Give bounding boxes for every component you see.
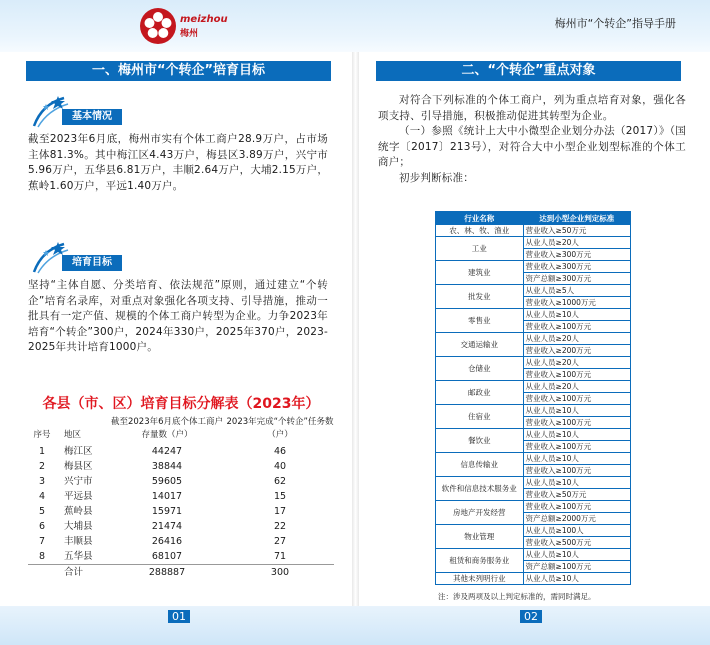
- criteria-row: [436, 501, 631, 513]
- table-row: [28, 534, 334, 549]
- top-header-band: [0, 0, 710, 52]
- row-no: 6: [38, 521, 46, 532]
- page-number-right: 02: [520, 610, 542, 623]
- criteria-value: 从业人员≥20人: [523, 237, 630, 249]
- criteria-row: [436, 429, 631, 441]
- criteria-row: [436, 405, 631, 417]
- criteria-row: [436, 477, 631, 489]
- handbook-title: 梅州市“个转企”指导手册: [554, 17, 676, 30]
- row-stock: 21474: [151, 521, 183, 532]
- criteria-row: [436, 309, 631, 321]
- criteria-value: 资产总额≥100万元: [523, 561, 630, 573]
- row-area: 丰顺县: [64, 536, 93, 547]
- section-title-left: 一、梅州市“个转企”培育目标: [26, 61, 331, 81]
- row-area: 梅县区: [64, 461, 93, 472]
- row-area: 兴宁市: [64, 476, 93, 487]
- table-total-row: [28, 565, 334, 581]
- industry-name: 仓储业: [436, 357, 524, 381]
- criteria-row: [436, 225, 631, 237]
- criteria-value: 营业收入≥100万元: [523, 393, 630, 405]
- target-breakdown-table: [28, 414, 334, 580]
- row-no: 8: [38, 551, 46, 562]
- industry-name: 租赁和商务服务业: [436, 549, 524, 573]
- criteria-value: 营业收入≥100万元: [523, 465, 630, 477]
- badge-basic-situation: [30, 94, 140, 128]
- table-row: [28, 444, 334, 459]
- logo-text-en: meizhou: [180, 14, 228, 25]
- criteria-row: [436, 549, 631, 561]
- badge-cultivation-goal: [30, 240, 140, 274]
- industry-name: 零售业: [436, 309, 524, 333]
- page-number-left: 01: [168, 610, 190, 623]
- criteria-value: 营业收入≥100万元: [523, 369, 630, 381]
- criteria-value: 资产总额≥300万元: [523, 273, 630, 285]
- row-no: 1: [38, 446, 46, 457]
- row-no: 2: [38, 461, 46, 472]
- row-stock: 15971: [151, 506, 183, 517]
- criteria-table-wrap: [435, 211, 631, 585]
- row-task: 22: [273, 521, 287, 532]
- criteria-row: [436, 357, 631, 369]
- industry-name: 信息传输业: [436, 453, 524, 477]
- industry-name: 住宿业: [436, 405, 524, 429]
- row-area: 蕉岭县: [64, 506, 93, 517]
- criteria-row: [436, 333, 631, 345]
- row-no: 4: [38, 491, 46, 502]
- total-label: 合计: [56, 565, 108, 581]
- cultivation-goal-paragraph: 坚持“主体自愿、分类培育、依法规范”原则，通过建立“个转企”培育名录库，对重点对象强化各项支持、引导措施，推动一批具有一定产值、规模的个体工商户转型为企业。力争2023年培育“个转企”300户，2024年330户，2025年370户，2023-2025年共计培育1000户。: [28, 279, 328, 353]
- criteria-value: 从业人员≥10人: [523, 429, 630, 441]
- row-no: 7: [38, 536, 46, 547]
- criteria-value: 营业收入≥1000万元: [523, 297, 630, 309]
- criteria-value: 营业收入≥100万元: [523, 321, 630, 333]
- criteria-value: 营业收入≥200万元: [523, 345, 630, 357]
- criteria-value: 营业收入≥300万元: [523, 249, 630, 261]
- criteria-value: 营业收入≥100万元: [523, 501, 630, 513]
- row-task: 71: [273, 551, 287, 562]
- header-area: 地区: [64, 430, 82, 440]
- criteria-value: 从业人员≥20人: [523, 357, 630, 369]
- table-row: [28, 519, 334, 534]
- row-task: 62: [273, 476, 287, 487]
- industry-name: 软件和信息技术服务业: [436, 477, 524, 501]
- key-targets-paragraph-1: 对符合下列标准的个体工商户，列为重点培育对象，强化各项支持、引导措施，积极推动促进其转型为企业。: [378, 94, 686, 122]
- table-row: [28, 474, 334, 489]
- criteria-value: 从业人员≥20人: [523, 381, 630, 393]
- criteria-row: [436, 381, 631, 393]
- total-task: 300: [226, 565, 334, 581]
- total-stock: 288887: [108, 565, 226, 581]
- criteria-row: [436, 453, 631, 465]
- badge-label: 培育目标: [62, 255, 122, 271]
- criteria-value: 营业收入≥50万元: [523, 225, 630, 237]
- page-fold: [352, 52, 359, 607]
- row-task: 27: [273, 536, 287, 547]
- industry-name: 物业管理: [436, 525, 524, 549]
- key-targets-paragraph-2: （一）参照《统计上大中小微型企业划分办法（2017）》（国统字〔2017〕213号），对符合大中小型企业划型标准的个体工商户；: [378, 125, 686, 168]
- industry-name: 批发业: [436, 285, 524, 309]
- industry-name: 交通运输业: [436, 333, 524, 357]
- criteria-row: [436, 261, 631, 273]
- table-header-row: [28, 414, 334, 444]
- industry-name: 建筑业: [436, 261, 524, 285]
- plum-blossom-icon: [138, 6, 178, 46]
- row-stock: 59605: [151, 476, 183, 487]
- criteria-value: 资产总额≥2000万元: [523, 513, 630, 525]
- row-area: 大埔县: [64, 521, 93, 532]
- industry-name: 农、林、牧、渔业: [436, 225, 524, 237]
- logo-text-cn: 梅州: [180, 29, 199, 39]
- basic-situation-paragraph: 截至2023年6月底，梅州市实有个体工商户28.9万户，占市场主体81.3%。其中梅江区4.43万户，梅县区3.89万户，兴宁市5.96万户，五华县6.81万户，丰顺2.64万户，大埔2.15万户，蕉岭1.60万户，平远1.40万户。: [28, 133, 329, 192]
- row-stock: 68107: [151, 551, 183, 562]
- criteria-value: 从业人员≥10人: [523, 573, 630, 585]
- table-row: [28, 549, 334, 565]
- table-row: [28, 504, 334, 519]
- row-no: 3: [38, 476, 46, 487]
- industry-name: 工业: [436, 237, 524, 261]
- small-enterprise-criteria-table: [435, 211, 631, 585]
- header-task: 2023年完成“个转企”任务数（户）: [226, 417, 334, 440]
- key-targets-text: [378, 93, 686, 186]
- criteria-value: 从业人员≥10人: [523, 477, 630, 489]
- header-industry: 行业名称: [436, 212, 524, 225]
- row-stock: 26416: [151, 536, 183, 547]
- row-stock: 14017: [151, 491, 183, 502]
- row-area: 五华县: [64, 551, 93, 562]
- criteria-value: 从业人员≥10人: [523, 405, 630, 417]
- criteria-value: 营业收入≥100万元: [523, 417, 630, 429]
- header-stock: 截至2023年6月底个体工商户存量数（户）: [110, 417, 224, 440]
- criteria-value: 从业人员≥5人: [523, 285, 630, 297]
- criteria-row: [436, 285, 631, 297]
- criteria-value: 营业收入≥50万元: [523, 489, 630, 501]
- criteria-note: 注：涉及两项及以上判定标准的，需同时满足。: [438, 592, 596, 601]
- row-task: 15: [273, 491, 287, 502]
- row-area: 梅江区: [64, 446, 93, 457]
- key-targets-paragraph-3: 初步判断标准：: [399, 171, 474, 184]
- criteria-row: [436, 237, 631, 249]
- footer-band: [0, 606, 710, 645]
- total-blank: [28, 565, 56, 581]
- row-task: 46: [273, 446, 287, 457]
- industry-name: 邮政业: [436, 381, 524, 405]
- target-table-title: 各县（市、区）培育目标分解表（2023年）: [42, 396, 320, 412]
- criteria-value: 从业人员≥10人: [523, 309, 630, 321]
- industry-name: 其他未列明行业: [436, 573, 524, 585]
- row-stock: 38844: [151, 461, 183, 472]
- header-no: 序号: [33, 430, 51, 440]
- industry-name: 房地产开发经营: [436, 501, 524, 525]
- meizhou-logo: [138, 6, 270, 48]
- badge-label: 基本情况: [62, 109, 122, 125]
- criteria-value: 营业收入≥100万元: [523, 441, 630, 453]
- table-row: [28, 489, 334, 504]
- row-stock: 44247: [151, 446, 183, 457]
- criteria-header-row: [436, 212, 631, 225]
- row-no: 5: [38, 506, 46, 517]
- section-title-right: 二、“个转企”重点对象: [376, 61, 681, 81]
- criteria-value: 从业人员≥10人: [523, 453, 630, 465]
- criteria-value: 从业人员≥20人: [523, 333, 630, 345]
- criteria-value: 营业收入≥300万元: [523, 261, 630, 273]
- criteria-row: [436, 525, 631, 537]
- row-task: 17: [273, 506, 287, 517]
- criteria-value: 营业收入≥500万元: [523, 537, 630, 549]
- table-row: [28, 459, 334, 474]
- header-standard: 达到小型企业判定标准: [523, 212, 630, 225]
- criteria-row: [436, 573, 631, 585]
- criteria-value: 从业人员≥10人: [523, 549, 630, 561]
- criteria-value: 从业人员≥100人: [523, 525, 630, 537]
- industry-name: 餐饮业: [436, 429, 524, 453]
- row-area: 平远县: [64, 491, 93, 502]
- row-task: 40: [273, 461, 287, 472]
